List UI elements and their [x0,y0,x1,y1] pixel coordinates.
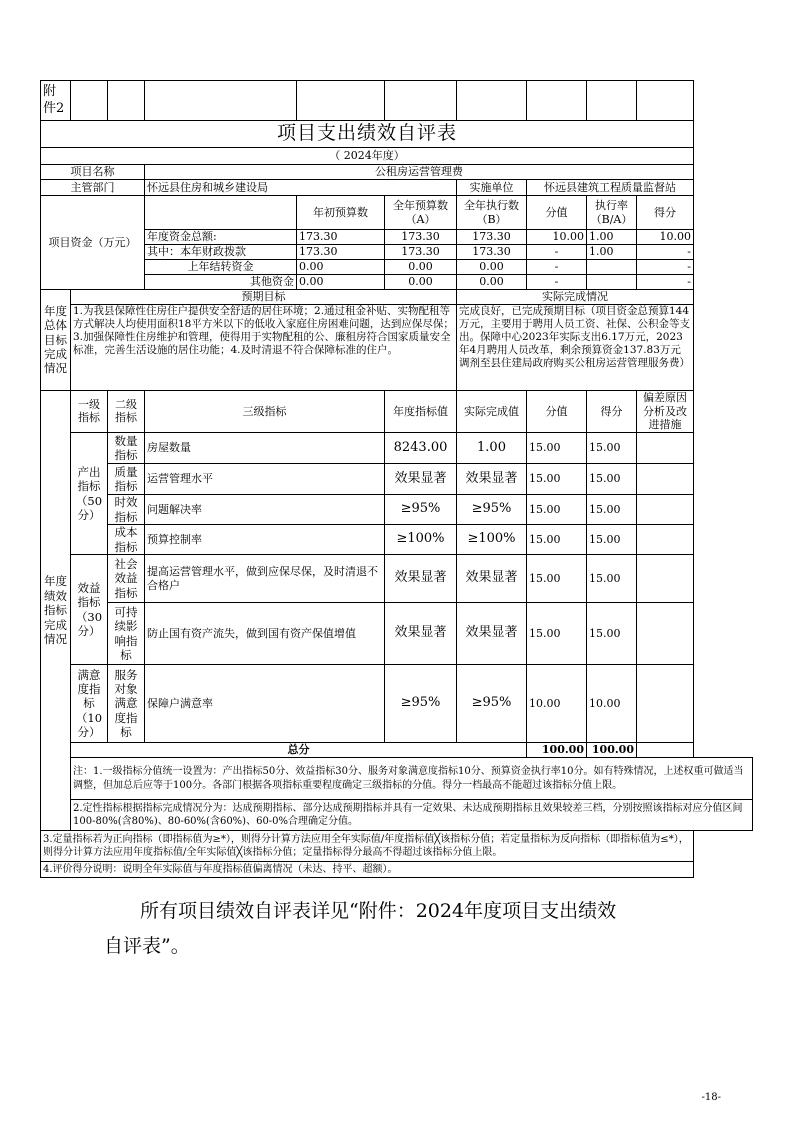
goals-label: 年度总体目标完成情况 [41,290,71,391]
impl-value: 怀远县建筑工程质量监督站 [527,180,694,196]
note-cell [637,555,694,603]
l2-cell: 数量指标 [108,433,145,464]
ind-header: 二级指标 [108,390,145,432]
actual-header: 实际完成情况 [457,290,694,305]
funds-cell: 0.00 [457,260,527,275]
score-cell: 15.00 [527,555,587,603]
funds-cell: 173.30 [385,245,457,260]
got-cell: 15.00 [587,603,637,665]
expected-goals: 1.为我县保障性住房住户提供安全舒适的居住环境；2.通过租金补贴、实物配租等方式解决人均使用面积18平方米以下的低收入家庭住房困难问题，达到应保尽保；3.加强保障性住房维护和管理，使得用于实物配租的公、廉租房符合国家质量安全标准，完善生活设施的居住功能；4.及时清退不符合保障标准的住户。 [71,304,457,390]
actual-cell: 效果显著 [457,464,527,495]
l2-cell: 服务对象满意度指标 [108,665,145,743]
ind-header: 偏差原因分析及改进措施 [637,390,694,432]
note-cell [637,433,694,464]
funds-header: 全年预算数（A） [385,196,457,230]
l1-effect: 效益指标（30分） [71,555,108,665]
target-cell: 8243.00 [385,433,457,464]
got-cell: 15.00 [587,464,637,495]
got-cell: 15.00 [587,555,637,603]
funds-cell: - [527,260,587,275]
actual-cell: ≥100% [457,525,527,555]
dept-value: 怀远县住房和城乡建设局 [145,180,457,196]
funds-cell: 0.00 [385,260,457,275]
dept-label: 主管部门 [41,180,145,196]
funds-header: 年初预算数 [297,196,385,230]
ind-header: 实际完成值 [457,390,527,432]
funds-cell: 10.00 [527,230,587,245]
funds-cell: 0.00 [457,275,527,290]
note-cell [637,603,694,665]
l3-cell: 保障户满意率 [145,665,385,743]
target-cell: 效果显著 [385,555,457,603]
ind-header: 三级指标 [145,390,385,432]
ind-header: 年度指标值 [385,390,457,432]
funds-cell: 173.30 [457,230,527,245]
funds-cell: 1.00 [587,230,637,245]
note-cell [637,665,694,743]
score-cell: 15.00 [527,433,587,464]
note-cell [637,464,694,495]
funds-header: 执行率（B/A） [587,196,637,230]
funds-cell: 0.00 [297,275,385,290]
l2-cell: 可持续影响指标 [108,603,145,665]
note-1: 注：1.一级指标分值统一设置为：产出指标50分、效益指标30分、服务对象满意度指标10分、预算资金执行率10分。如有特殊情况，上述权重可做适当调整，但加总后应等于100分。各部门根据各项指标重要程度确定三级指标的分值。得分一档最高不能超过该指标分值上限。 [71,758,753,800]
funds-cell [587,275,637,290]
target-cell: 效果显著 [385,464,457,495]
footer-text-line-2: 自评表”。 [104,935,190,957]
funds-cell [587,260,637,275]
funds-cell: - [637,245,694,260]
got-cell: 10.00 [587,665,637,743]
score-cell: 15.00 [527,603,587,665]
note-4: 4.评价得分说明：说明全年实际值与年度指标值偏离情况（未达、持平、超额）。 [41,862,694,878]
actual-cell: ≥95% [457,495,527,525]
page-number: -18- [701,1092,721,1103]
l2-cell: 社会效益指标 [108,555,145,603]
ind-header: 得分 [587,390,637,432]
l3-cell: 预算控制率 [145,525,385,555]
indicators-label: 年度绩效指标完成情况 [41,390,71,830]
performance-table [40,80,753,878]
l2-cell: 时效指标 [108,495,145,525]
target-cell: ≥100% [385,525,457,555]
funds-row-name: 上年结转资金 [145,260,297,275]
score-cell: 15.00 [527,464,587,495]
got-cell: 15.00 [587,495,637,525]
funds-cell: - [527,245,587,260]
note-3: 3.定量指标若为正向指标（即指标值为≥*），则得分计算方法应用全年实际值/年度指标值╳该指标分值；若定量指标为反向指标（即指标值为≤*），则得分计算方法应用年度指标值/全年实际值╳该指标分值；定量指标得分最高不得超过该指标分值上限。 [41,831,694,862]
funds-header: 得分 [637,196,694,230]
funds-header: 分值 [527,196,587,230]
actual-cell: ≥95% [457,665,527,743]
score-cell: 10.00 [527,665,587,743]
l3-cell: 房屋数量 [145,433,385,464]
funds-cell: 173.30 [297,245,385,260]
l1-satisfaction: 满意度指标（10分） [71,665,108,743]
funds-cell: 173.30 [297,230,385,245]
note-cell [637,495,694,525]
actual-cell: 1.00 [457,433,527,464]
attachment-label: 附件2 [41,81,71,121]
funds-cell: 1.00 [587,245,637,260]
l1-output: 产出指标（50分） [71,433,108,555]
got-cell: 15.00 [587,525,637,555]
l2-cell: 质量指标 [108,464,145,495]
funds-cell: 0.00 [385,275,457,290]
year-label: （ 2024年度） [41,148,694,165]
funds-label: 项目资金（万元） [41,196,145,290]
funds-cell: - [637,275,694,290]
note-2: 2.定性指标根据指标完成情况分为：达成预期指标、部分达成预期指标并具有一定效果、未达成预期指标且效果较差三档，分别按照该指标对应分值区间100-80%(含80%)、80-60%(含60%)、60-0%合理确定分值。 [71,800,753,831]
l3-cell: 问题解决率 [145,495,385,525]
l3-cell: 运营管理水平 [145,464,385,495]
total-got: 100.00 [587,743,637,758]
footer-text-line-1: 所有项目绩效自评表详见“附件：2024年度项目支出绩效 [140,900,617,922]
l3-cell: 防止国有资产流失，做到国有资产保值增值 [145,603,385,665]
note-cell [637,525,694,555]
total-label: 总分 [71,743,527,758]
funds-cell: 173.30 [385,230,457,245]
ind-header: 一级指标 [71,390,108,432]
target-cell: ≥95% [385,665,457,743]
target-cell: 效果显著 [385,603,457,665]
funds-cell: 0.00 [297,260,385,275]
score-cell: 15.00 [527,525,587,555]
funds-cell: 10.00 [637,230,694,245]
actual-cell: 效果显著 [457,603,527,665]
total-score: 100.00 [527,743,587,758]
project-name-label: 项目名称 [41,165,145,180]
actual-result: 完成良好，已完成预期目标（项目资金总预算144万元，主要用于聘用人员工资、社保、公积金等支出。保障中心2023年实际支出6.17万元，2023年4月聘用人员改革，剩余预算资金137.83万元调剂至县住建局政府购买公租房运营管理服务费） [457,304,694,390]
funds-cell: - [637,260,694,275]
l2-cell: 成本指标 [108,525,145,555]
page-title: 项目支出绩效自评表 [41,121,694,148]
got-cell: 15.00 [587,433,637,464]
funds-header: 全年执行数（B） [457,196,527,230]
actual-cell: 效果显著 [457,555,527,603]
funds-row-name: 其他资金 [145,275,297,290]
score-cell: 15.00 [527,495,587,525]
l3-cell: 提高运营管理水平，做到应保尽保，及时清退不合格户 [145,555,385,603]
funds-row-name: 年度资金总额: [145,230,297,245]
funds-row-name: 其中：本年财政拨款 [145,245,297,260]
ind-header: 分值 [527,390,587,432]
target-cell: ≥95% [385,495,457,525]
funds-cell: 173.30 [457,245,527,260]
project-name: 公租房运营管理费 [145,165,694,180]
impl-label: 实施单位 [457,180,527,196]
funds-cell: - [527,275,587,290]
expected-header: 预期目标 [71,290,457,305]
